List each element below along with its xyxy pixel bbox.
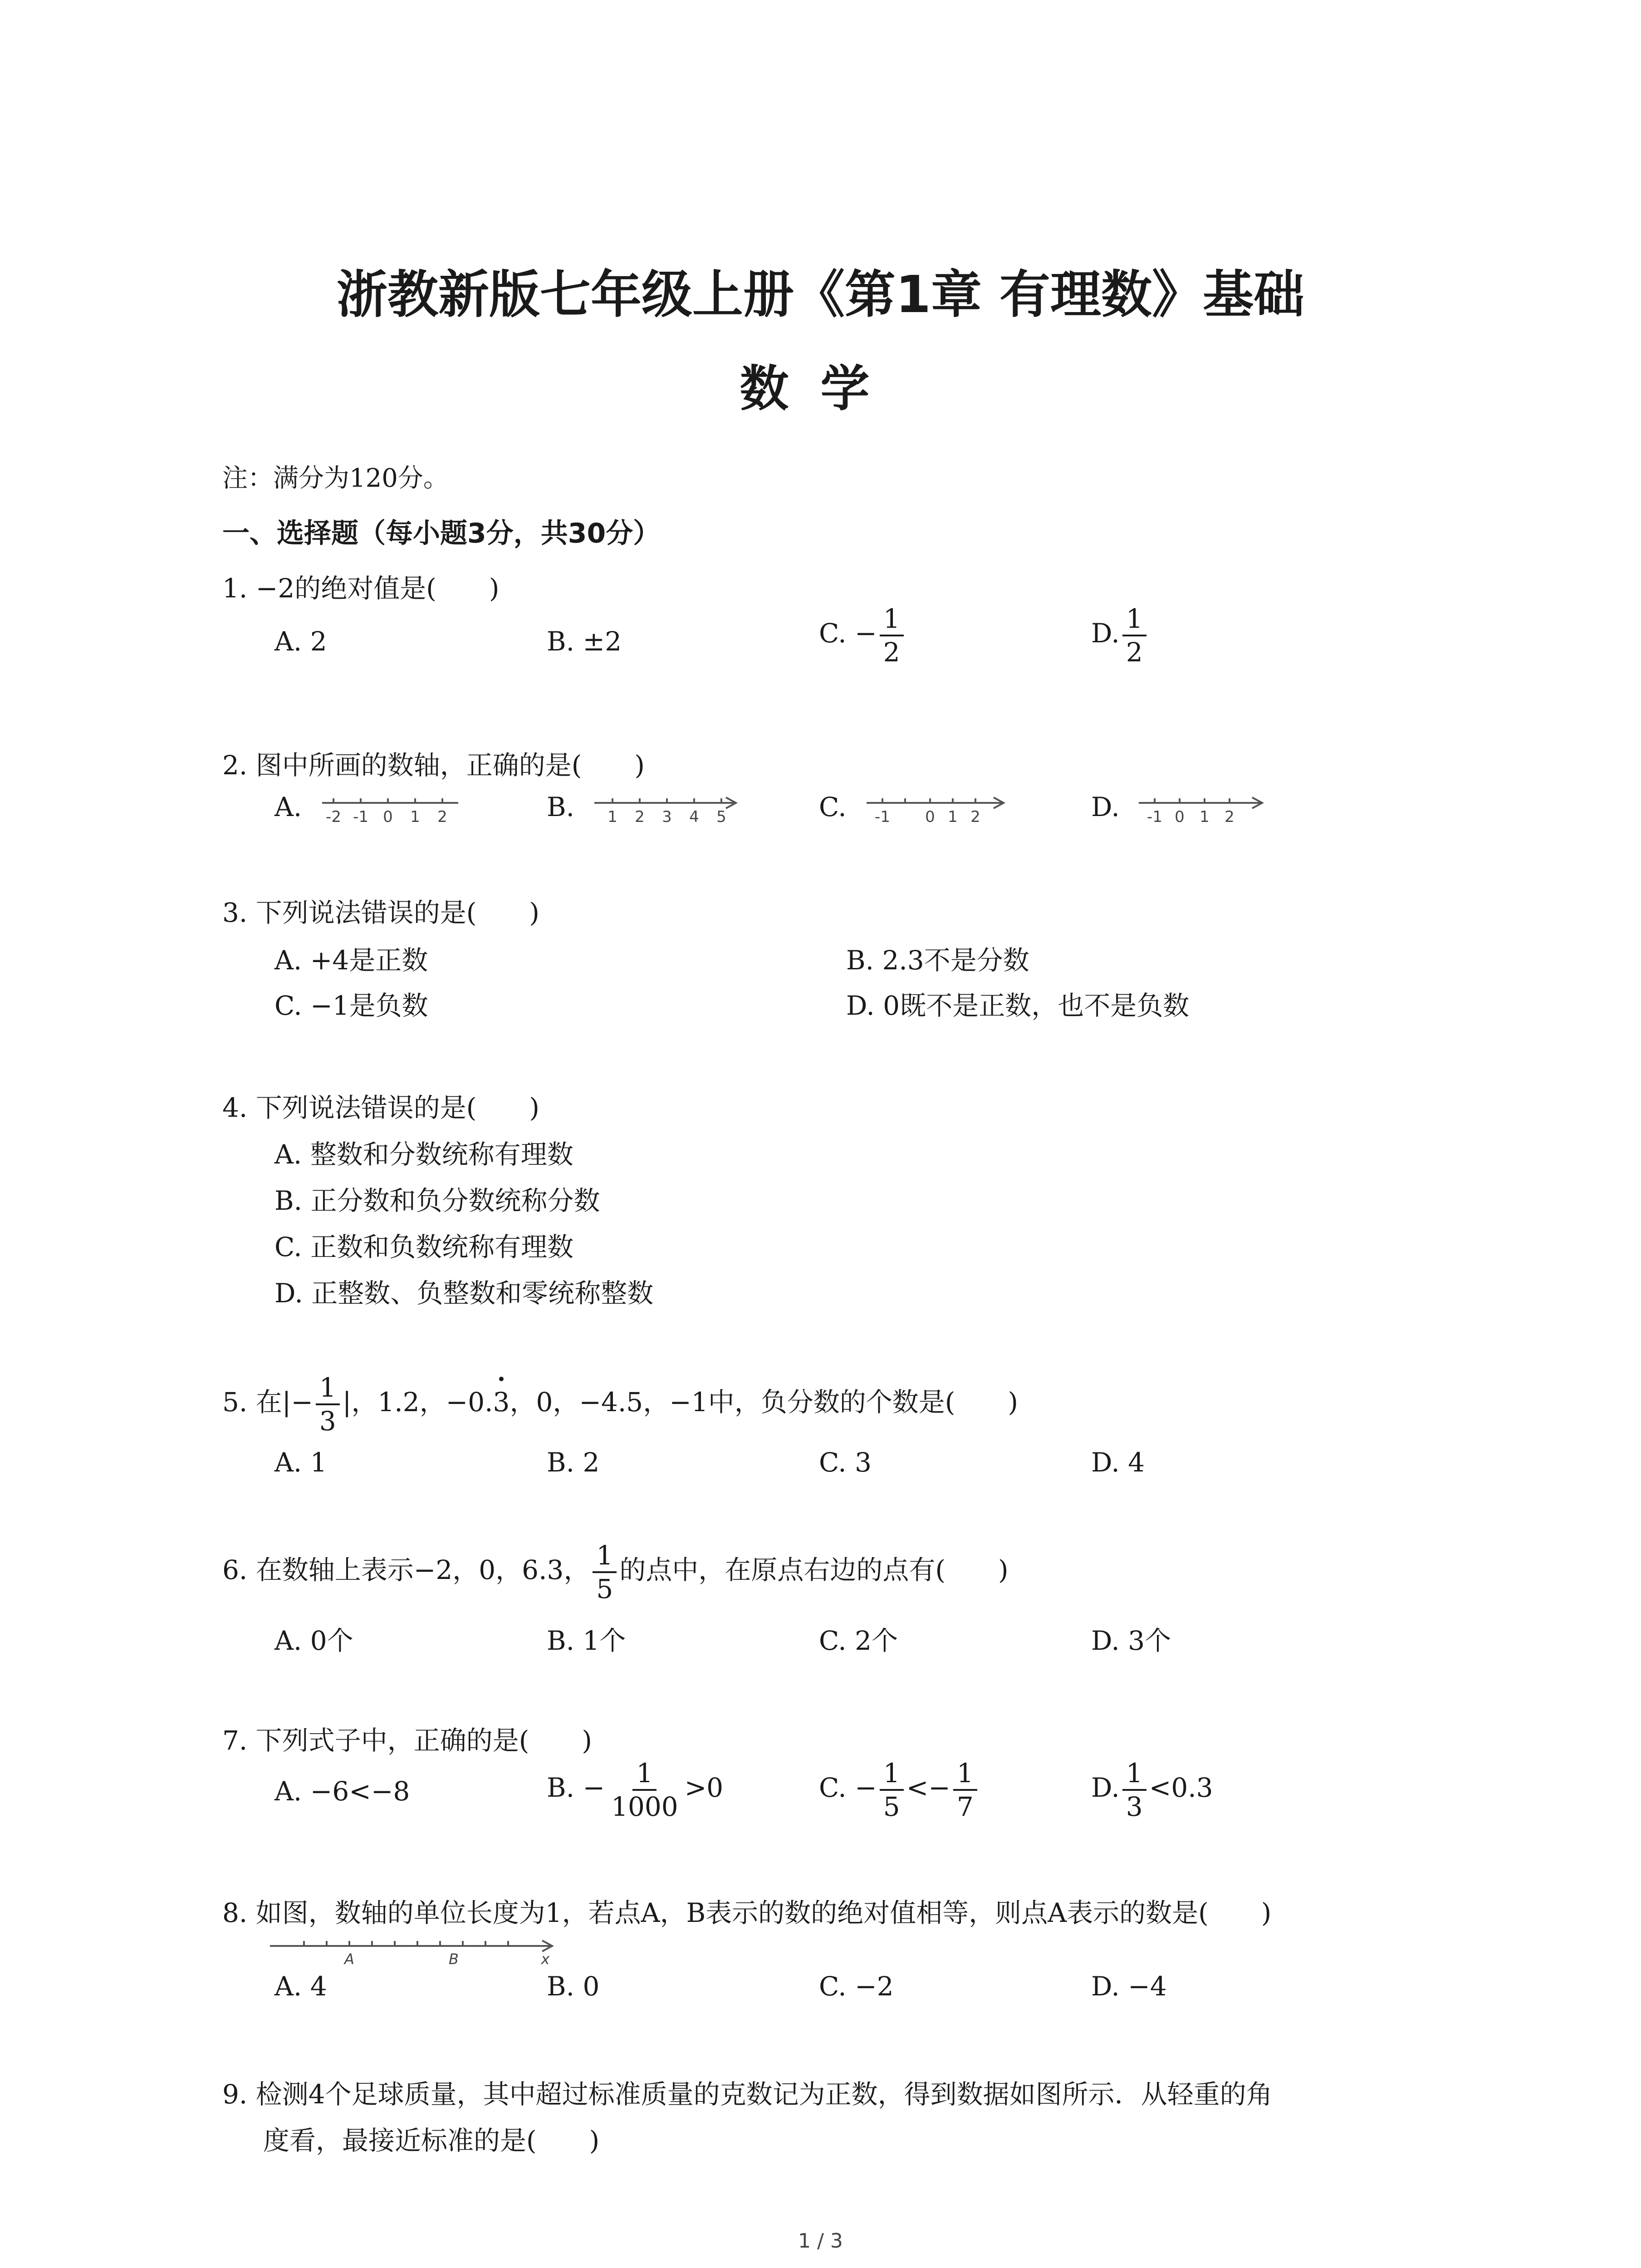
q2-number-line-c: [862, 789, 1012, 830]
q5-frac-num: 1: [316, 1374, 340, 1405]
q2-option-d-label: D.: [1091, 792, 1120, 822]
tick-label: -1: [1147, 808, 1162, 826]
tick-label: 5: [716, 808, 726, 826]
q7-c-fraction-1: [880, 1760, 904, 1820]
q1-c-den: 2: [883, 637, 900, 668]
q7-b-num: 1: [632, 1760, 656, 1791]
page-title: 浙教新版七年级上册《第1章 有理数》基础: [337, 265, 1304, 324]
q2-option-c-label: C.: [819, 792, 847, 822]
q1-d-num: 1: [1122, 606, 1146, 636]
q7-option-c: [819, 1760, 980, 1820]
question-7-stem: 7. 下列式子中，正确的是( ): [222, 1725, 593, 1756]
q1-d-prefix: D.: [1091, 618, 1120, 649]
q5-fraction: [316, 1372, 340, 1437]
q7-c-mid: <−: [906, 1772, 950, 1804]
q5-stem-post: ，0，−4.5，−1中，负分数的个数是( ): [509, 1387, 1018, 1418]
q7-d-den: 3: [1126, 1791, 1143, 1822]
question-2-stem: 2. 图中所画的数轴，正确的是( ): [222, 750, 645, 781]
q5-option-b: B. 2: [547, 1447, 600, 1478]
q7-c-den-2: 7: [956, 1791, 974, 1822]
q7-c-prefix: C. −: [819, 1772, 877, 1804]
q5-frac-den: 3: [319, 1406, 336, 1437]
q6-fraction: [593, 1542, 617, 1602]
page-subtitle: 数学: [740, 361, 901, 417]
question-1-stem: 1. −2的绝对值是( ): [222, 573, 500, 604]
tick-label: 1: [607, 808, 617, 826]
question-9-stem-line-1: 9. 检测4个足球质量，其中超过标准质量的克数记为正数，得到数据如图所示．从轻重的角: [222, 2079, 1273, 2110]
q7-option-a: A. −6<−8: [274, 1776, 410, 1807]
question-6-stem: [222, 1542, 1009, 1602]
q7-d-prefix: D.: [1091, 1772, 1120, 1804]
q4-option-a: A. 整数和分数统称有理数: [274, 1139, 573, 1170]
q5-option-d: D. 4: [1091, 1447, 1145, 1478]
q7-c-fraction-2: [953, 1760, 977, 1820]
q6-stem-pre: 6. 在数轴上表示−2，0，6.3，: [222, 1554, 590, 1586]
tick-label: 1: [1200, 808, 1210, 826]
tick-label: -2: [326, 808, 341, 826]
q2-number-line-a: [318, 789, 467, 830]
q7-c-den-1: 5: [883, 1791, 900, 1822]
tick-label: 1: [948, 808, 958, 826]
q8-option-d: D. −4: [1091, 1971, 1167, 2002]
q5-option-c: C. 3: [819, 1447, 872, 1478]
tick-label: 2: [635, 808, 645, 826]
q2-number-line-b: [590, 789, 744, 830]
q1-option-d: [1091, 603, 1149, 668]
q2-option-b-label: B.: [547, 792, 575, 822]
question-4-stem: 4. 下列说法错误的是( ): [222, 1092, 540, 1123]
q4-option-d: D. 正整数、负整数和零统称整数: [274, 1278, 654, 1309]
q7-c-num-1: 1: [880, 1760, 904, 1791]
tick-label: 0: [1175, 808, 1185, 826]
q1-c-num: 1: [880, 606, 904, 636]
question-3-stem: 3. 下列说法错误的是( ): [222, 897, 540, 928]
q6-stem-post: 的点中，在原点右边的点有( ): [619, 1554, 1009, 1586]
q2-option-a-label: A.: [274, 792, 302, 822]
tick-label: 2: [1225, 808, 1234, 826]
q6-option-b: B. 1个: [547, 1625, 626, 1656]
q7-b-prefix: B. −: [547, 1772, 605, 1804]
q3-option-b: B. 2.3不是分数: [846, 945, 1029, 976]
q7-c-num-2: 1: [953, 1760, 977, 1791]
q7-b-fraction: [607, 1760, 682, 1820]
q8-option-a: A. 4: [274, 1971, 327, 2002]
tick-label: 3: [662, 808, 672, 826]
axis-x-label: x: [541, 1950, 550, 1968]
question-9-stem-line-2: 度看，最接近标准的是( ): [263, 2125, 600, 2156]
tick-label: 1: [410, 808, 420, 826]
q1-c-prefix: C. −: [819, 618, 877, 649]
q1-option-b: B. ±2: [547, 626, 622, 657]
q3-option-c: C. −1是负数: [274, 990, 428, 1021]
question-5-stem: [222, 1372, 1018, 1437]
tick-label: -1: [353, 808, 368, 826]
q6-option-c: C. 2个: [819, 1625, 898, 1656]
q7-b-suffix: >0: [684, 1772, 724, 1804]
tick-label: 4: [689, 808, 699, 826]
q6-option-d: D. 3个: [1091, 1625, 1171, 1656]
q5-stem-mid: |，1.2，−0.: [342, 1387, 493, 1418]
q5-stem-pre: 5. 在|−: [222, 1387, 313, 1418]
point-b-label: B: [449, 1950, 459, 1968]
q8-option-c: C. −2: [819, 1971, 894, 2002]
point-a-label: A: [344, 1950, 354, 1968]
q7-option-b: [547, 1760, 723, 1820]
question-8-stem: 8. 如图，数轴的单位长度为1，若点A，B表示的数的绝对值相等，则点A表示的数是( ): [222, 1897, 1272, 1928]
q1-d-fraction: [1122, 603, 1146, 668]
q6-frac-den: 5: [596, 1574, 613, 1604]
q5-repeating-digit: 3: [493, 1387, 510, 1418]
q5-option-a: A. 1: [274, 1447, 327, 1478]
q1-option-c: [819, 603, 906, 668]
q2-number-line-d: [1134, 789, 1270, 830]
q7-d-suffix: <0.3: [1149, 1772, 1213, 1804]
tick-label: 0: [383, 808, 393, 826]
q6-option-a: A. 0个: [274, 1625, 353, 1656]
q3-option-d: D. 0既不是正数，也不是负数: [846, 990, 1190, 1021]
tick-label: 2: [437, 808, 447, 826]
q7-option-d: [1091, 1760, 1213, 1820]
q7-d-fraction: [1122, 1760, 1146, 1820]
q6-frac-num: 1: [593, 1542, 617, 1573]
page-number: 1 / 3: [798, 2229, 843, 2253]
q1-c-fraction: [880, 603, 904, 668]
tick-label: 0: [925, 808, 935, 826]
q4-option-c: C. 正数和负数统称有理数: [274, 1232, 574, 1262]
section-heading: 一、选择题（每小题3分，共30分）: [222, 518, 661, 549]
tick-label: -1: [875, 808, 890, 826]
q8-option-b: B. 0: [547, 1971, 600, 2002]
q3-option-a: A. +4是正数: [274, 945, 428, 976]
q4-option-b: B. 正分数和负分数统称分数: [274, 1185, 600, 1216]
score-note: 注：满分为120分。: [222, 464, 449, 493]
tick-label: 2: [970, 808, 980, 826]
q7-d-num: 1: [1122, 1760, 1146, 1791]
q7-b-den: 1000: [611, 1791, 678, 1822]
q1-option-a: A. 2: [274, 626, 327, 657]
q1-d-den: 2: [1126, 637, 1143, 668]
q8-number-line: [268, 1935, 563, 1975]
